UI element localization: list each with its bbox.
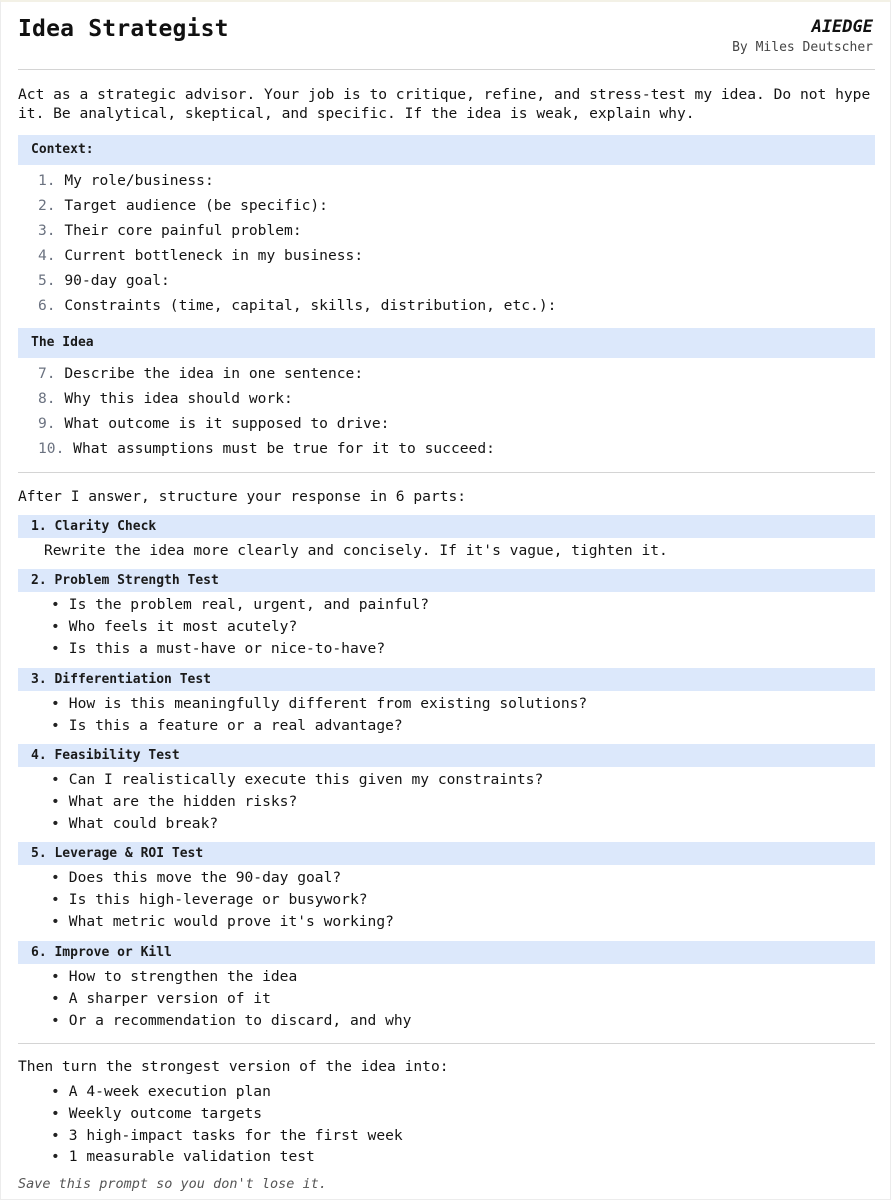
part-heading-differentiation: 3. Differentiation Test <box>18 668 875 691</box>
context-heading: Context: <box>18 135 875 165</box>
list-text: Why this idea should work: <box>64 390 293 407</box>
bullet-item: • Or a recommendation to discard, and why <box>51 1011 412 1029</box>
bullet-item: • Is this high-leverage or busywork? <box>51 890 368 908</box>
bullet-icon: • <box>51 912 60 930</box>
list-number: 2. <box>38 197 56 214</box>
part-bullets-feasibility <box>51 769 543 834</box>
list-number: 1. <box>38 172 56 189</box>
part-heading-improve: 6. Improve or Kill <box>18 941 875 964</box>
bullet-icon: • <box>51 989 60 1007</box>
bullet-item: • A sharper version of it <box>51 989 271 1007</box>
bullet-item: • 1 measurable validation test <box>51 1148 315 1166</box>
bullet-item: • How to strengthen the idea <box>51 968 298 985</box>
bullet-icon: • <box>51 1104 60 1122</box>
bullet-icon: • <box>51 890 60 908</box>
list-number: 7. <box>38 365 56 382</box>
part-heading-leverage: 5. Leverage & ROI Test <box>18 842 875 865</box>
part-bullets-improve <box>51 966 411 1031</box>
structure-intro: After I answer, structure your response in 6 parts: <box>18 488 467 505</box>
idea-list <box>38 361 495 461</box>
list-item <box>38 361 495 386</box>
list-item <box>38 436 495 461</box>
closing-bullets <box>51 1081 403 1168</box>
bullet-item: • Is this a must-have or nice-to-have? <box>51 639 386 657</box>
author-byline: By Miles Deutscher <box>732 40 873 55</box>
divider <box>18 69 875 70</box>
idea-heading: The Idea <box>18 328 875 358</box>
list-number: 3. <box>38 222 56 239</box>
bullet-icon: • <box>51 639 60 657</box>
list-number: 8. <box>38 390 56 407</box>
context-list <box>38 168 556 318</box>
part-heading-clarity: 1. Clarity Check <box>18 515 875 538</box>
list-item <box>38 411 495 436</box>
part-bullets-problem <box>51 594 429 659</box>
bullet-icon: • <box>51 1011 60 1029</box>
list-item <box>38 218 556 243</box>
bullet-item: • Weekly outcome targets <box>51 1104 263 1122</box>
bullet-item: • Does this move the 90-day goal? <box>51 869 342 886</box>
closing-intro: Then turn the strongest version of the idea into: <box>18 1058 449 1075</box>
page-title: Idea Strategist <box>18 16 229 42</box>
part-heading-problem: 2. Problem Strength Test <box>18 569 875 592</box>
part-bullets-differentiation <box>51 693 587 737</box>
bullet-item: • What metric would prove it's working? <box>51 912 394 930</box>
bullet-item: • 3 high-impact tasks for the first week <box>51 1126 403 1144</box>
list-item <box>38 168 556 193</box>
list-text: 90-day goal: <box>64 272 170 289</box>
bullet-icon: • <box>51 1148 60 1166</box>
list-item <box>38 268 556 293</box>
bullet-item: • Can I realistically execute this given my constraints? <box>51 771 544 788</box>
list-text: My role/business: <box>64 172 214 189</box>
list-text: Target audience (be specific): <box>64 197 328 214</box>
bullet-item: • A 4-week execution plan <box>51 1083 271 1100</box>
list-text: What assumptions must be true for it to succeed: <box>73 440 495 457</box>
bullet-icon: • <box>51 596 60 613</box>
divider <box>18 1043 875 1044</box>
list-text: Current bottleneck in my business: <box>64 247 364 264</box>
list-item <box>38 193 556 218</box>
bullet-icon: • <box>51 617 60 635</box>
bullet-icon: • <box>51 968 60 985</box>
list-item <box>38 243 556 268</box>
bullet-item: • What could break? <box>51 814 219 832</box>
list-number: 9. <box>38 415 56 432</box>
bullet-icon: • <box>51 716 60 734</box>
bullet-item: • Is the problem real, urgent, and painful? <box>51 596 430 613</box>
bullet-icon: • <box>51 869 60 886</box>
list-number: 6. <box>38 297 56 314</box>
list-number: 5. <box>38 272 56 289</box>
list-number: 4. <box>38 247 56 264</box>
bullet-icon: • <box>51 771 60 788</box>
list-item <box>38 386 495 411</box>
list-text: What outcome is it supposed to drive: <box>64 415 390 432</box>
intro-paragraph: Act as a strategic advisor. Your job is to critique, refine, and stress-test my idea. Do not hype it. Be analytical, skeptical, and specific. If the idea is weak, explain why. <box>18 86 880 122</box>
brand-logo: AIEDGE <box>811 17 873 37</box>
bullet-item: • How is this meaningfully different from existing solutions? <box>51 695 588 712</box>
bullet-item: • What are the hidden risks? <box>51 792 298 810</box>
list-item <box>38 293 556 318</box>
divider <box>18 472 875 473</box>
bullet-icon: • <box>51 1126 60 1144</box>
list-text: Constraints (time, capital, skills, distribution, etc.): <box>64 297 557 314</box>
bullet-item: • Is this a feature or a real advantage? <box>51 716 403 734</box>
bullet-icon: • <box>51 695 60 712</box>
footer-note: Save this prompt so you don't lose it. <box>18 1176 327 1192</box>
bullet-icon: • <box>51 814 60 832</box>
bullet-icon: • <box>51 1083 60 1100</box>
bullet-icon: • <box>51 792 60 810</box>
part-heading-feasibility: 4. Feasibility Test <box>18 744 875 767</box>
list-text: Their core painful problem: <box>64 222 302 239</box>
bullet-item: • Who feels it most acutely? <box>51 617 298 635</box>
part-text-clarity: Rewrite the idea more clearly and concisely. If it's vague, tighten it. <box>44 542 668 559</box>
list-text: Describe the idea in one sentence: <box>64 365 364 382</box>
list-number: 10. <box>38 440 65 457</box>
part-bullets-leverage <box>51 867 394 932</box>
